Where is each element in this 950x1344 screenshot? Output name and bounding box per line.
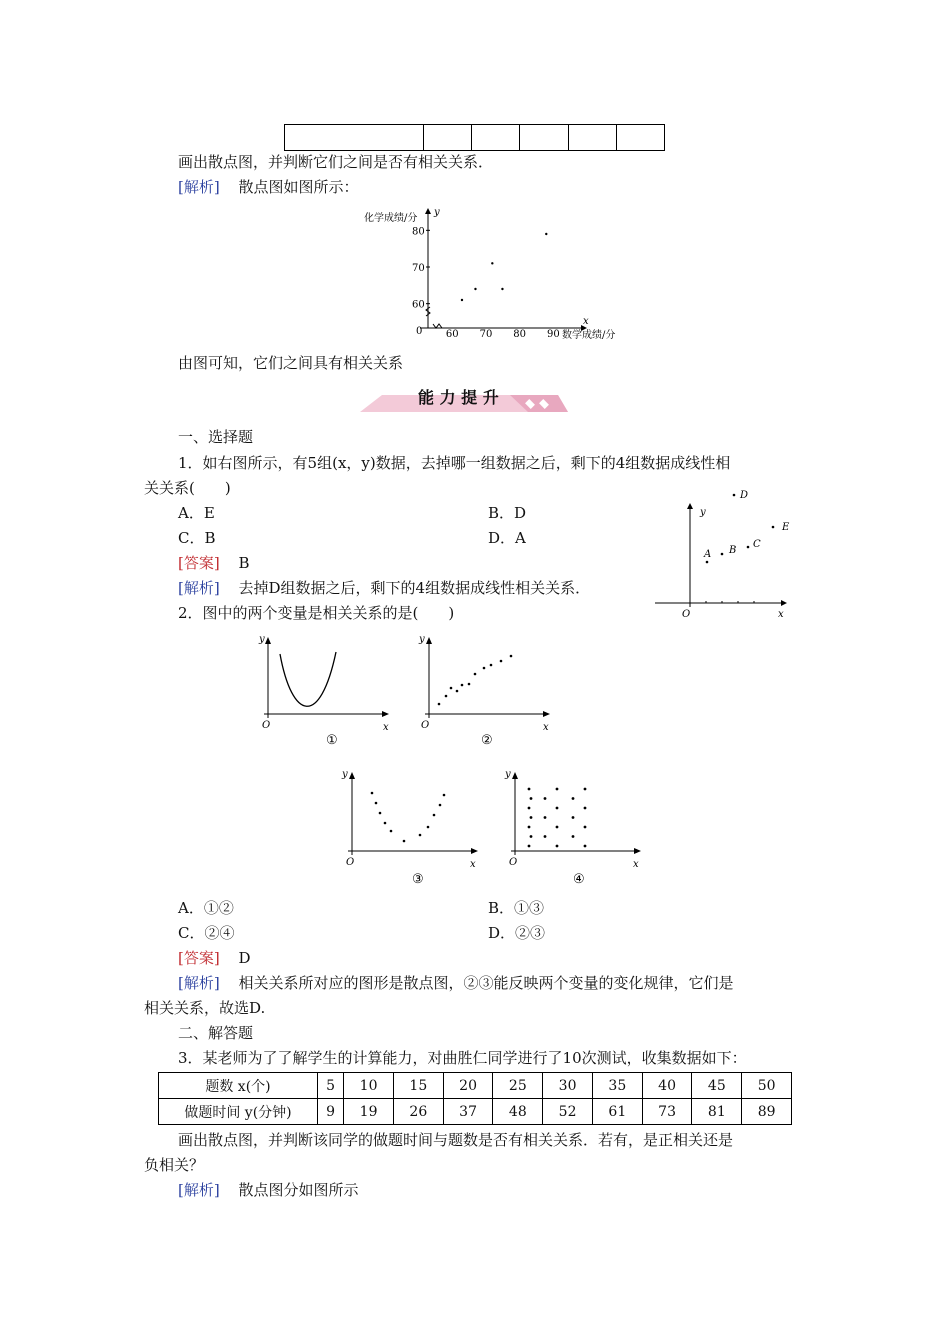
y-axis-letter: y: [434, 207, 440, 218]
scatter-point: [530, 835, 533, 838]
scatter-point: [461, 299, 463, 301]
scatter-point: [419, 834, 422, 837]
q1-option-a: A．E: [178, 504, 215, 522]
analysis-text: 相关关系所对应的图形是散点图，②③能反映两个变量的变化规律，它们是: [238, 974, 734, 992]
x-axis-letter: x: [633, 859, 639, 870]
table-cell: 73: [642, 1099, 692, 1125]
x-axis-title: 数学成绩/分: [562, 330, 616, 341]
point-a: [706, 561, 709, 564]
section-heading: 二、解答题: [178, 1024, 254, 1042]
scatter-point: [584, 826, 587, 829]
q1-stem-line2: 关关系( ): [144, 479, 231, 497]
section-heading: 一、选择题: [178, 428, 254, 446]
scatter-point: [433, 814, 436, 817]
x-axis-letter: x: [470, 859, 476, 870]
table-cell: 81: [692, 1099, 742, 1125]
y-axis-letter: y: [259, 634, 265, 645]
scatter-point: [456, 690, 459, 693]
q1-option-d: D．A: [488, 529, 526, 547]
x-axis-letter: x: [583, 316, 589, 327]
scatter-point: [403, 840, 406, 843]
table-cell: 52: [543, 1099, 593, 1125]
q2-option-b: B．①③: [488, 899, 545, 917]
scatter-point: [528, 845, 531, 848]
scatter-chart: [350, 200, 640, 345]
analysis-text: 散点图分如图所示: [238, 1181, 359, 1199]
axis-break: [426, 307, 430, 316]
scatter-point: [375, 802, 378, 805]
table-cell: [424, 125, 472, 151]
analysis-line: [178, 177, 359, 197]
point-c-label: C: [753, 539, 761, 550]
table-cell: 9: [318, 1099, 344, 1125]
q3-analysis-line: [178, 1180, 359, 1200]
table-row: [159, 1073, 792, 1099]
x-tick-label: 60: [445, 329, 459, 340]
y-axis-letter: y: [700, 507, 706, 518]
table-cell: [520, 125, 568, 151]
origin-label: 0: [416, 326, 423, 337]
q2-figure-3: [340, 765, 485, 890]
q2-figure-1: [258, 630, 398, 750]
scatter-point: [556, 845, 559, 848]
table-cell: 15: [393, 1073, 443, 1099]
y-tick-label: 60: [412, 299, 425, 311]
table-row: [159, 1099, 792, 1125]
scatter-point: [528, 826, 531, 829]
answer-tag: [答案]: [178, 949, 220, 967]
q2-option-a: A．①②: [178, 899, 234, 917]
scatter-point: [461, 684, 464, 687]
x-axis-letter: x: [383, 722, 389, 733]
scatter-point: [483, 667, 486, 670]
q1-figure: [650, 485, 800, 625]
scatter-point: [427, 826, 430, 829]
x-axis-letter: x: [778, 609, 784, 620]
origin-label: O: [346, 857, 355, 868]
scatter-point: [544, 797, 547, 800]
scatter-point: [439, 804, 442, 807]
table-cell: 30: [543, 1073, 593, 1099]
scatter-point: [474, 673, 477, 676]
point-b: [721, 553, 724, 556]
q2-option-d: D．②③: [488, 924, 546, 942]
point-d: [733, 494, 736, 497]
x-axis-letter: x: [543, 722, 549, 733]
q2-answer-line: [178, 948, 251, 968]
scatter-point: [572, 797, 575, 800]
q2-option-c: C．②④: [178, 924, 235, 942]
answer-tag: [答案]: [178, 554, 220, 572]
table-cell: 10: [344, 1073, 394, 1099]
scatter-point: [584, 788, 587, 791]
scatter-point: [371, 792, 374, 795]
scatter-point: [510, 655, 513, 658]
table-cell: 19: [344, 1099, 394, 1125]
scatter-point: [390, 830, 393, 833]
figure-label: ③: [412, 872, 424, 887]
scatter-point: [545, 233, 547, 235]
y-axis-letter: y: [505, 769, 511, 780]
q3-stem: 3．某老师为了了解学生的计算能力，对曲胜仁同学进行了10次测试，收集数据如下：: [178, 1049, 747, 1067]
scatter-point: [572, 816, 575, 819]
scatter-point: [530, 816, 533, 819]
scatter-point: [556, 807, 559, 810]
figure-label: ①: [326, 733, 338, 748]
q1-analysis-line: [178, 578, 590, 598]
table-cell: 5: [318, 1073, 344, 1099]
point-d-label: D: [740, 490, 749, 501]
scatter-point: [443, 794, 446, 797]
scatter-point: [490, 664, 493, 667]
scatter-point: [450, 687, 453, 690]
scatter-point: [468, 683, 471, 686]
figure-label: ④: [573, 872, 585, 887]
table-cell: 50: [742, 1073, 792, 1099]
origin-label: O: [421, 720, 430, 731]
scatter-point: [491, 262, 493, 264]
table-cell: [285, 125, 424, 151]
table-cell: 20: [443, 1073, 493, 1099]
analysis-text: 去掉D组数据之后，剩下的4组数据成线性相关关系．: [238, 579, 591, 597]
scatter-point: [530, 797, 533, 800]
q1-answer-line: [178, 553, 250, 573]
table-cell: [568, 125, 616, 151]
table-cell: 37: [443, 1099, 493, 1125]
q1-option-b: B．D: [488, 504, 527, 522]
q2-analysis-line1: [178, 973, 734, 993]
scatter-point: [474, 288, 476, 290]
table-cell: 26: [393, 1099, 443, 1125]
y-tick-label: 80: [412, 226, 425, 238]
q3-after-line2: 负相关？: [144, 1156, 205, 1174]
table-cell: 45: [692, 1073, 742, 1099]
analysis-tag: [解析]: [178, 1181, 220, 1199]
q2-analysis-line2: 相关关系，故选D.: [144, 999, 266, 1017]
y-tick-label: 70: [412, 263, 425, 274]
y-axis-arrow: [425, 208, 431, 214]
table-cell: 25: [493, 1073, 543, 1099]
q2-figure-2: [415, 630, 555, 750]
scatter-point: [544, 816, 547, 819]
q1-option-c: C．B: [178, 529, 216, 547]
figure-label: ②: [481, 733, 493, 748]
origin-label: O: [509, 857, 518, 868]
x-tick-label: 70: [479, 329, 493, 340]
answer-value: B: [238, 554, 250, 572]
table-cell: [472, 125, 520, 151]
y-axis-letter: y: [342, 769, 348, 780]
analysis-text: 散点图如图所示：: [238, 178, 359, 196]
point-a-label: A: [704, 549, 712, 560]
axis-break: [433, 324, 442, 328]
table-cell: 89: [742, 1099, 792, 1125]
q2-figure-4: [503, 765, 648, 890]
analysis-tag: [解析]: [178, 974, 220, 992]
y-axis-letter: y: [419, 634, 425, 645]
scatter-point: [572, 835, 575, 838]
table-cell: 40: [642, 1073, 692, 1099]
scatter-point: [544, 835, 547, 838]
q3-after-line1: 画出散点图，并判断该同学的做题时间与题数是否有相关关系．若有，是正相关还是: [178, 1131, 734, 1149]
table-header-cell: 做题时间 y(分钟): [159, 1099, 318, 1125]
table-cell: 61: [592, 1099, 642, 1125]
table-cell: 48: [493, 1099, 543, 1125]
table-cell: 35: [592, 1073, 642, 1099]
origin-label: O: [262, 720, 271, 731]
q2-stem: 2．图中的两个变量是相关关系的是( ): [178, 604, 455, 622]
analysis-tag: [解析]: [178, 178, 220, 196]
banner-title: 能 力 提 升: [418, 388, 499, 407]
scatter-point: [584, 845, 587, 848]
question-text: 画出散点图，并判断它们之间是否有相关关系．: [178, 153, 494, 171]
point-b-label: B: [729, 545, 737, 556]
q1-stem-line1: 1．如右图所示，有5组(x，y)数据，去掉哪一组数据之后，剩下的4组数据成线性相: [178, 454, 731, 472]
scatter-point: [438, 703, 441, 706]
point-e-label: E: [782, 522, 790, 533]
scatter-point: [528, 788, 531, 791]
y-axis-title: 化学成绩/分: [364, 213, 418, 224]
conclusion-text: 由图可知，它们之间具有相关关系: [178, 354, 404, 372]
x-tick-label: 80: [513, 329, 527, 340]
point-c: [747, 546, 750, 549]
answer-value: D: [238, 949, 251, 967]
scatter-point: [528, 807, 531, 810]
q3-data-table: [158, 1072, 792, 1125]
point-e: [772, 526, 775, 529]
scatter-point: [584, 807, 587, 810]
scatter-point: [384, 822, 387, 825]
scatter-point: [556, 826, 559, 829]
scatter-point: [500, 660, 503, 663]
table-cell: [616, 125, 664, 151]
analysis-tag: [解析]: [178, 579, 220, 597]
scatter-point: [379, 812, 382, 815]
scatter-point: [445, 695, 448, 698]
top-table: [284, 124, 665, 151]
scatter-point: [501, 288, 503, 290]
origin-label: O: [682, 609, 691, 620]
table-header-cell: 题数 x(个): [159, 1073, 318, 1099]
scatter-point: [556, 788, 559, 791]
x-tick-label: 90: [547, 329, 560, 340]
